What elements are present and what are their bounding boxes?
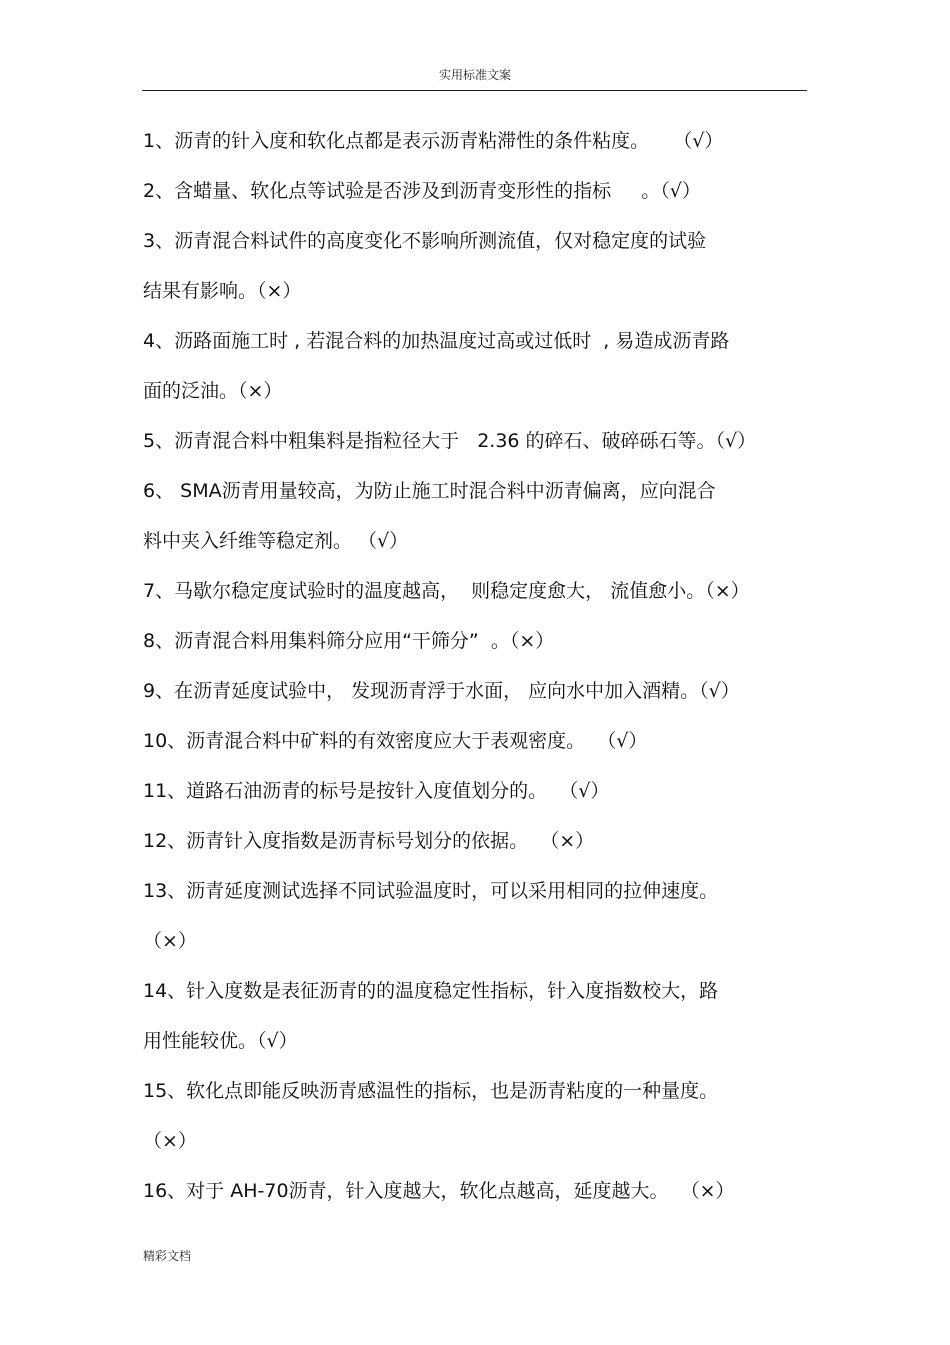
page-footer: 精彩文档 bbox=[143, 1249, 192, 1263]
text-line: 8、沥青混合料用集料筛分应用“干筛分” 。（×） bbox=[143, 630, 555, 652]
text-line: 14、针入度数是表征沥青的的温度稳定性指标，针入度指数校大，路 bbox=[143, 980, 719, 1002]
text-line: 9、在沥青延度试验中， 发现沥青浮于水面， 应向水中加入酒精。（√） bbox=[143, 680, 740, 702]
text-line: 10、沥青混合料中矿料的有效密度应大于表观密度。 （√） bbox=[143, 730, 648, 752]
text-line: 7、马歇尔稳定度试验时的温度越高， 则稳定度愈大， 流值愈小。（×） bbox=[143, 580, 750, 602]
text-line: 6、 SMA沥青用量较高，为防止施工时混合料中沥青偏离，应向混合 bbox=[143, 480, 716, 502]
page-header: 实用标准文案 bbox=[438, 68, 511, 82]
text-line: 13、沥青延度测试选择不同试验温度时，可以采用相同的拉伸速度。 bbox=[143, 880, 719, 902]
text-line: （×） bbox=[143, 1130, 197, 1152]
text-line: 料中夹入纤维等稳定剂。 （√） bbox=[143, 530, 409, 552]
text-line: 1、沥青的针入度和软化点都是表示沥青粘滞性的条件粘度。 （√） bbox=[143, 130, 724, 152]
question-list bbox=[143, 116, 808, 1216]
header-divider bbox=[142, 90, 807, 91]
text-line: 5、沥青混合料中粗集料是指粒径大于 2.36 的碎石、破碎砾石等。（√） bbox=[143, 430, 757, 452]
text-line: 3、沥青混合料试件的高度变化不影响所测流值，仅对稳定度的试验 bbox=[143, 230, 707, 252]
text-line: 12、沥青针入度指数是沥青标号划分的依据。 （×） bbox=[143, 830, 595, 852]
text-line: （×） bbox=[143, 930, 197, 952]
text-line: 面的泛油。（×） bbox=[143, 380, 283, 402]
text-line: 结果有影响。（×） bbox=[143, 280, 302, 302]
text-line: 2、含蜡量、软化点等试验是否涉及到沥青变形性的指标 。（√） bbox=[143, 180, 701, 202]
text-line: 用性能较优。（√） bbox=[143, 1030, 298, 1052]
text-line: 15、软化点即能反映沥青感温性的指标，也是沥青粘度的一种量度。 bbox=[143, 1080, 719, 1102]
text-line: 4、沥路面施工时 , 若混合料的加热温度过高或过低时 , 易造成沥青路 bbox=[143, 330, 730, 352]
text-line: 11、道路石油沥青的标号是按针入度值划分的。 （√） bbox=[143, 780, 610, 802]
text-line: 16、对于 AH-70沥青，针入度越大，软化点越高，延度越大。 （×） bbox=[143, 1180, 735, 1202]
